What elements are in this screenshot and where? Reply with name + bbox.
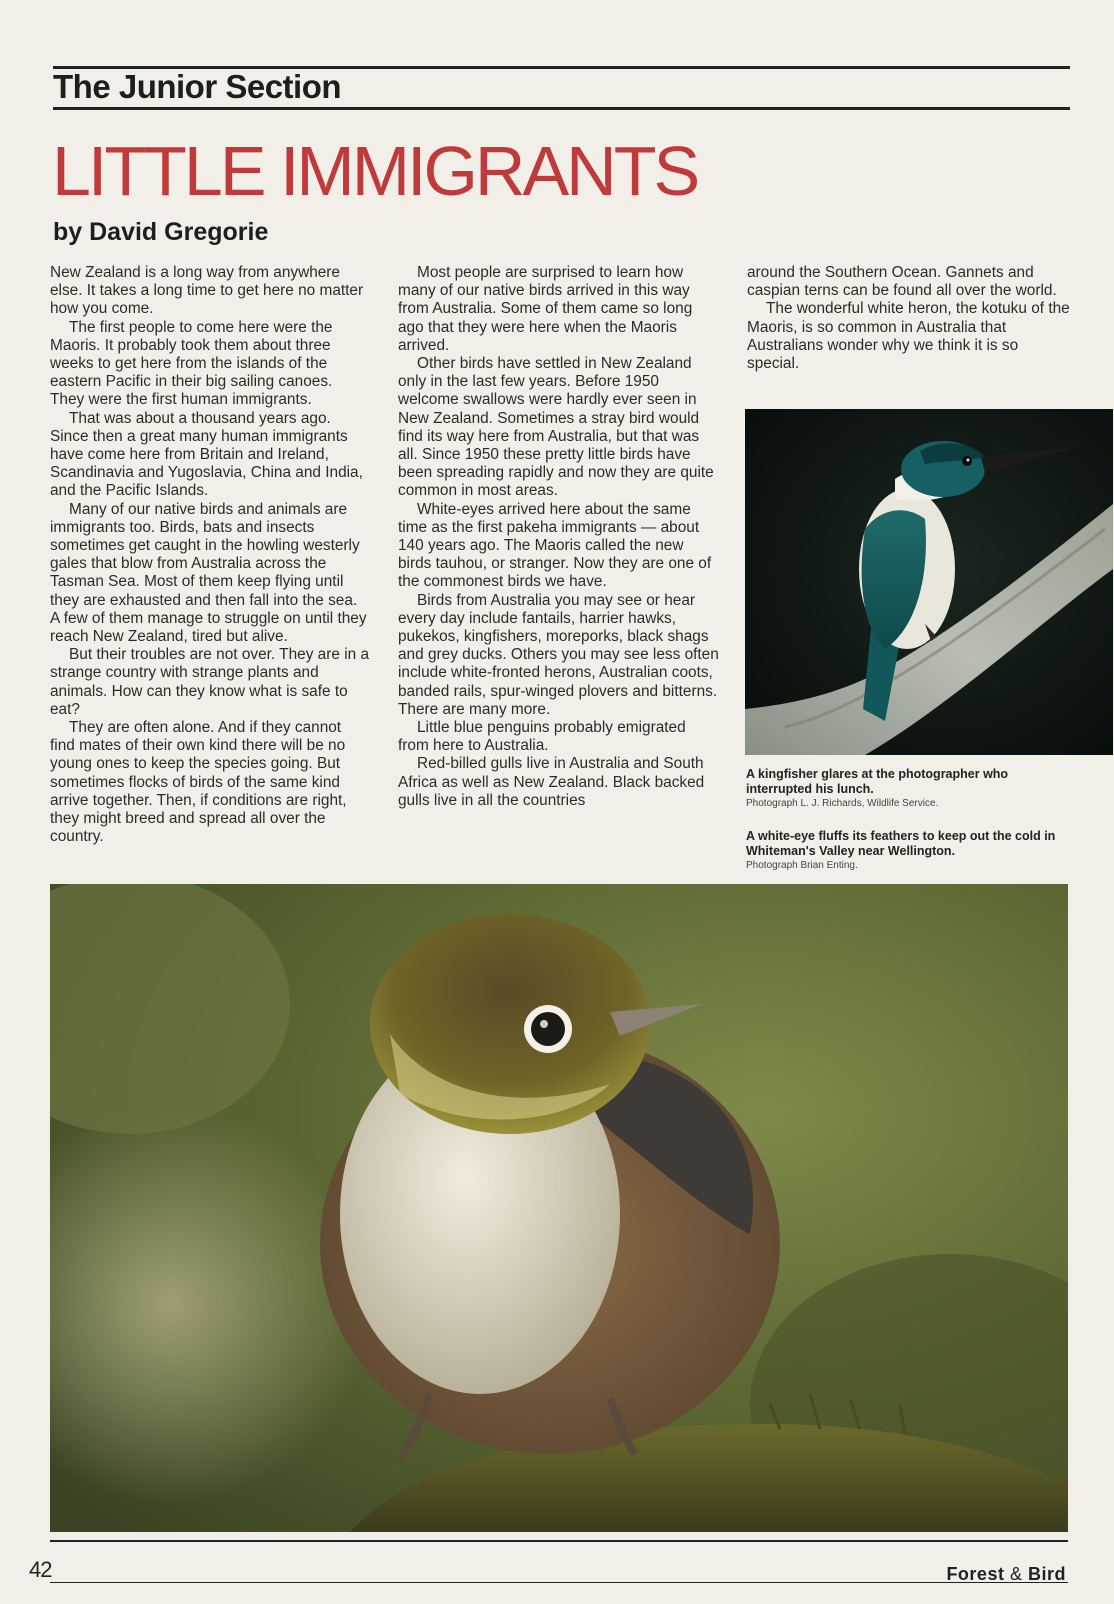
caption-text: A kingfisher glares at the photographer who interrupted his lunch. (746, 767, 1009, 796)
paragraph: The first people to come here were the Maoris. It probably took them about three weeks to get here from the islands of the eastern Pacific in their big sailing canoes. They were the first human immigrants. (50, 318, 333, 409)
paragraph: Other birds have settled in New Zealand only in the last few years. Before 1950 welcome swallows were hardly ever seen in New Zealand. Sometimes a stray bird would find its way here from Australia, but that was all. Since 1950 these pretty little birds have been spreading rapidly and now they are quite common in most areas. (398, 355, 714, 500)
magazine-name (946, 1564, 1066, 1585)
caption-text: A white-eye fluffs its feathers to keep out the cold in Whiteman's Valley near Wellington. (746, 829, 1056, 858)
magazine-name-part1: Forest (946, 1564, 1005, 1584)
footer-rule (50, 1582, 1068, 1583)
paragraph: Little blue penguins probably emigrated from here to Australia. (398, 719, 686, 755)
section-title: The Junior Section (53, 68, 342, 105)
whiteeye-caption (746, 829, 1076, 873)
paragraph: around the Southern Ocean. Gannets and caspian terns can be found all over the world. (747, 264, 1057, 300)
whiteeye-photo (50, 884, 1068, 1532)
paragraph: Red-billed gulls live in Australia and South Africa as well as New Zealand. Black backed gulls live in all the countries (398, 755, 705, 809)
article-headline: LITTLE IMMIGRANTS (52, 132, 698, 210)
paragraph: Most people are surprised to learn how many of our native birds arrived in this way from Australia. Some of them came so long ago that they were here when the Maoris arrived. (398, 264, 693, 354)
paragraph: But their troubles are not over. They are in a strange country with strange plants and animals. How can they know what is safe to eat? (50, 646, 370, 718)
article-column-3 (747, 264, 1072, 373)
article-column-1 (50, 264, 370, 847)
page-number: 42 (29, 1557, 52, 1582)
bottom-rule (50, 1540, 1068, 1542)
paragraph: White-eyes arrived here about the same time as the first pakeha immigrants — about 140 years ago. The Maoris called the new birds tauhou, or stranger. Now they are one of the commonest birds we have. (398, 500, 712, 591)
paragraph: That was about a thousand years ago. Since then a great many human immigrants have come here from Britain and Ireland, Scandinavia and Yugoslavia, China and India, and the Pacific Islands. (50, 409, 363, 500)
photo-credit: Photograph Brian Enting. (746, 860, 858, 871)
paragraph: They are often alone. And if they cannot find mates of their own kind there will be no young ones to keep the species going. But sometimes flocks of birds of the same kind arrive together. Then, if conditions are right, they might breed and spread all over the country. (50, 719, 347, 846)
article-byline: by David Gregorie (53, 218, 269, 246)
whiteeye-illustration (50, 884, 1068, 1532)
paragraph: Many of our native birds and animals are immigrants too. Birds, bats and insects sometimes get caught in the howling westerly gales that blow from Australia across the Tasman Sea. Most of them keep flying until they are exhausted and then fall into the sea. A few of them manage to struggle on until they reach New Zealand, tired but alive. (50, 500, 367, 646)
section-title-rule (53, 107, 1070, 110)
kingfisher-caption (746, 767, 1076, 811)
photo-credit: Photograph L. J. Richards, Wildlife Service. (746, 798, 939, 809)
paragraph: Birds from Australia you may see or hear every day include fantails, harrier hawks, pukekos, kingfishers, moreporks, black shags and grey ducks. Others you may see less often include white-fronted herons, Australian coots, banded rails, spur-winged plovers and bitterns. There are many more. (398, 591, 719, 718)
kingfisher-illustration (745, 409, 1113, 755)
kingfisher-photo (745, 409, 1113, 755)
magazine-name-part2: Bird (1028, 1564, 1066, 1584)
paragraph: New Zealand is a long way from anywhere else. It takes a long time to get here no matter how you come. (50, 264, 364, 318)
magazine-amp: & (1009, 1564, 1023, 1584)
paragraph: The wonderful white heron, the kotuku of the Maoris, is so common in Australia that Australians wonder why we think it is so special. (747, 300, 1070, 373)
article-column-2 (398, 264, 720, 810)
